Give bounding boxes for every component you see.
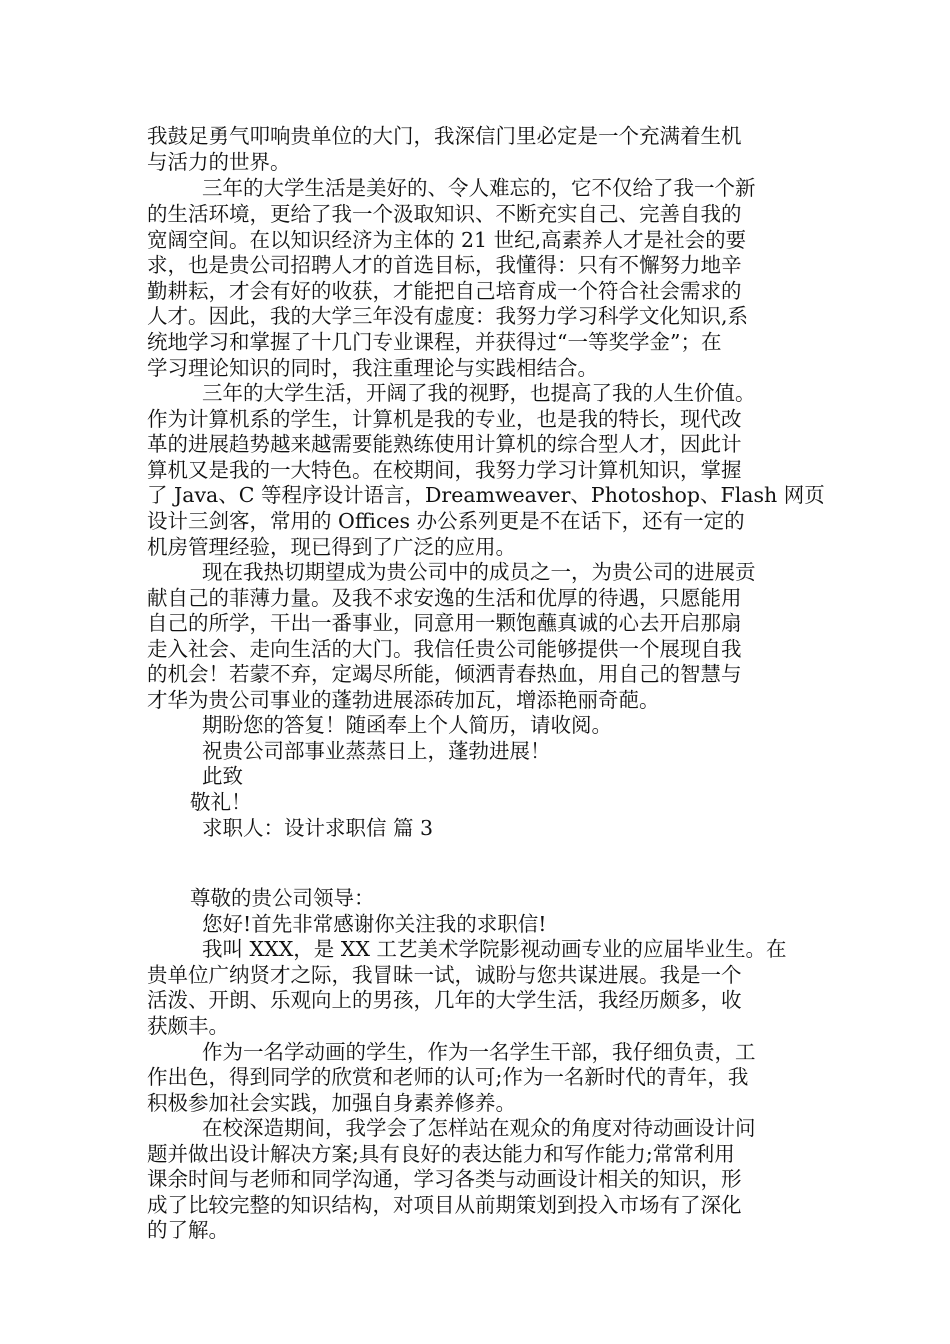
text-line: 我叫 XXX，是 XX 工艺美术学院影视动画专业的应届毕业生。在 bbox=[202, 937, 787, 961]
text-line: 人才。因此，我的大学三年没有虚度：我努力学习科学文化知识,系 bbox=[147, 304, 749, 328]
text-line: 积极参加社会实践，加强自身素养修养。 bbox=[147, 1091, 516, 1115]
text-line: 与活力的世界。 bbox=[147, 150, 291, 174]
text-line: 获颇丰。 bbox=[147, 1014, 229, 1038]
greeting: 您好!首先非常感谢你关注我的求职信! bbox=[202, 912, 547, 936]
salutation: 尊敬的贵公司领导： bbox=[190, 886, 375, 910]
text-line: 贵单位广纳贤才之际，我冒昧一试，诚盼与您共谋进展。我是一个 bbox=[147, 963, 742, 987]
text-line: 统地学习和掌握了十几门专业课程，并获得过“一等奖学金”；在 bbox=[147, 330, 722, 354]
text-line: 我鼓足勇气叩响贵单位的大门，我深信门里必定是一个充满着生机 bbox=[147, 124, 742, 148]
closing-line: 敬礼！ bbox=[190, 790, 252, 814]
text-line: 现在我热切期望成为贵公司中的成员之一，为贵公司的进展贡 bbox=[202, 560, 756, 584]
text-line: 三年的大学生活，开阔了我的视野，也提高了我的人生价值。 bbox=[202, 381, 756, 405]
text-line: 的了解。 bbox=[147, 1218, 229, 1242]
signature-line: 求职人：设计求职信 篇 3 bbox=[202, 816, 434, 840]
text-line: 求，也是贵公司招聘人才的首选目标，我懂得：只有不懈努力地辛 bbox=[147, 253, 742, 277]
text-line: 走入社会、走向生活的大门。我信任贵公司能够提供一个展现自我 bbox=[147, 637, 742, 661]
text-line: 机房管理经验，现已得到了广泛的应用。 bbox=[147, 535, 516, 559]
text-line: 三年的大学生活是美好的、令人难忘的，它不仅给了我一个新 bbox=[202, 176, 756, 200]
closing-line: 期盼您的答复！随函奉上个人简历，请收阅。 bbox=[202, 713, 612, 737]
text-line: 勤耕耘，才会有好的收获，才能把自己培育成一个符合社会需求的 bbox=[147, 279, 742, 303]
text-line: 作出色，得到同学的欣赏和老师的认可;作为一名新时代的青年，我 bbox=[147, 1065, 749, 1089]
text-line: 作为一名学动画的学生，作为一名学生干部，我仔细负责，工 bbox=[202, 1040, 756, 1064]
text-line: 的机会！若蒙不弃，定竭尽所能，倾洒青春热血，用自己的智慧与 bbox=[147, 662, 742, 686]
text-line: 活泼、开朗、乐观向上的男孩，几年的大学生活，我经历颇多，收 bbox=[147, 988, 742, 1012]
text-line: 宽阔空间。在以知识经济为主体的 21 世纪,高素养人才是社会的要 bbox=[147, 228, 747, 252]
text-line: 革的进展趋势越来越需要能熟练使用计算机的综合型人才，因此计 bbox=[147, 432, 742, 456]
text-line: 了 Java、C 等程序设计语言，Dreamweaver、Photoshop、Flash 网页 bbox=[147, 483, 825, 507]
text-line: 设计三剑客，常用的 Offices 办公系列更是不在话下，还有一定的 bbox=[147, 509, 745, 533]
text-line: 才华为贵公司事业的蓬勃进展添砖加瓦，增添艳丽奇葩。 bbox=[147, 688, 660, 712]
text-line: 在校深造期间，我学会了怎样站在观众的角度对待动画设计问 bbox=[202, 1116, 756, 1140]
closing-line: 此致 bbox=[202, 764, 243, 788]
text-line: 作为计算机系的学生，计算机是我的专业，也是我的特长，现代改 bbox=[147, 407, 742, 431]
text-line: 自己的所学，干出一番事业，同意用一颗饱蘸真诚的心去开启那扇 bbox=[147, 611, 742, 635]
text-line: 献自己的菲薄力量。及我不求安逸的生活和优厚的待遇，只愿能用 bbox=[147, 586, 742, 610]
text-line: 成了比较完整的知识结构，对项目从前期策划到投入市场有了深化 bbox=[147, 1193, 742, 1217]
text-line: 课余时间与老师和同学沟通，学习各类与动画设计相关的知识，形 bbox=[147, 1167, 742, 1191]
text-line: 算机又是我的一大特色。在校期间，我努力学习计算机知识，掌握 bbox=[147, 458, 742, 482]
text-line: 学习理论知识的同时，我注重理论与实践相结合。 bbox=[147, 356, 598, 380]
text-line: 题并做出设计解决方案;具有良好的表达能力和写作能力;常常利用 bbox=[147, 1142, 735, 1166]
text-line: 的生活环境，更给了我一个汲取知识、不断充实自己、完善自我的 bbox=[147, 202, 742, 226]
closing-line: 祝贵公司部事业蒸蒸日上，蓬勃进展！ bbox=[202, 739, 551, 763]
